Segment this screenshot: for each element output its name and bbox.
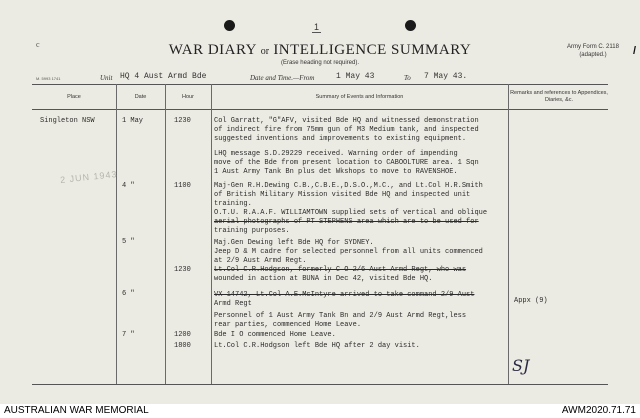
title-war-diary: WAR DIARY (168, 42, 257, 58)
datetime-label: Date and Time.—From (250, 74, 315, 82)
pen-tick-mark: / (632, 45, 636, 57)
title-intelligence-summary: INTELLIGENCE SUMMARY (273, 42, 472, 58)
summary-line: suggested inventions and improvements to existing equipment. (214, 135, 467, 143)
column-header-remarks: Remarks and references to Appendices, Diaries, &c. (510, 90, 608, 103)
summary-line: O.T.U. R.A.A.F. WILLIAMTOWN supplied sets of vertical and oblique (214, 209, 488, 217)
summary-line: rear parties, commenced Home Leave. (214, 321, 362, 329)
column-header-summary: Summary of Events and Information (315, 93, 404, 100)
col-divider-3 (211, 84, 212, 384)
col-divider-1 (116, 84, 117, 384)
punch-hole-right (405, 20, 416, 31)
summary-line: training purposes. (214, 227, 290, 235)
date-cell: 5 " (122, 238, 135, 246)
summary-entry (214, 291, 474, 309)
summary-line: Col Garratt, "G"AFV, visited Bde HQ and witnessed demonstration (214, 117, 479, 125)
hour-cell: 1230 (174, 266, 191, 274)
form-title (0, 42, 640, 59)
to-value: 7 May 43. (424, 72, 468, 81)
archive-footer (0, 404, 640, 418)
summary-line: of indirect fire from 75mm gun of M3 Medium tank, and inspected (214, 126, 479, 134)
appendix-reference: Appx (9) (514, 297, 548, 305)
summary-line-struck: VX 14742, Lt.Col A.E.McIntyre arrived to take command 2/9 Aust (214, 291, 475, 299)
place-cell: Singleton NSW (40, 117, 95, 125)
hour-cell: 1800 (174, 342, 191, 350)
summary-entry (214, 331, 336, 340)
column-header-place: Place (67, 93, 81, 100)
summary-entry (214, 266, 466, 284)
summary-entry (214, 239, 483, 266)
summary-line: Maj-Gen R.H.Dewing C.B.,C.B.E.,D.S.O.,M.C., and Lt.Col H.R.Smith (214, 182, 483, 190)
summary-line: Jeep D & M cadre for selected personnel from all units commenced (214, 248, 483, 256)
officer-initials: SJ (512, 356, 530, 375)
summary-entry (214, 312, 466, 330)
summary-entry (214, 182, 483, 209)
summary-line: Maj.Gen Dewing left Bde HQ for SYDNEY. (214, 239, 374, 247)
col-divider-4 (508, 84, 509, 384)
form-subtitle: (Erase heading not required). (280, 60, 360, 66)
unit-value: HQ 4 Aust Armd Bde (120, 72, 207, 81)
margin-mark: c (36, 40, 40, 49)
table-top-rule (32, 84, 608, 85)
archive-name: AUSTRALIAN WAR MEMORIAL (4, 405, 149, 416)
summary-entry (214, 117, 479, 144)
column-header-hour: Hour (182, 93, 194, 100)
to-label: To (404, 74, 411, 82)
date-cell: 1 May (122, 117, 144, 125)
summary-line: Lt.Col C.R.Hodgson left Bde HQ after 2 day visit. (214, 342, 420, 350)
punch-hole-left (224, 20, 235, 31)
summary-line: Armd Regt (214, 300, 252, 308)
summary-entry (214, 150, 479, 177)
summary-line-struck: Lt.Col C.R.Hodgson, formerly C O 2/6 Aust Armd Regt, who was (214, 266, 467, 274)
date-cell: 4 " (122, 182, 135, 190)
summary-line: Personnel of 1 Aust Army Tank Bn and 2/9 Aust Armd Regt,less (214, 312, 467, 320)
summary-line: Bde I O commenced Home Leave. (214, 331, 336, 339)
summary-entry (214, 342, 420, 351)
col-divider-2 (165, 84, 166, 384)
summary-line: of British Military Mission visited Bde HQ and inspected unit (214, 191, 471, 199)
page-number: 1 (314, 22, 320, 32)
column-header-date: Date (134, 93, 147, 100)
received-date-stamp: 2 JUN 1943 (59, 169, 118, 185)
summary-line: wounded in action at BUNA in Dec 42, visited Bde HQ. (214, 275, 433, 283)
unit-label: Unit (100, 74, 113, 82)
title-or: or (260, 46, 270, 57)
army-form-adapted: (adapted.) (579, 52, 607, 58)
header-bottom-rule (32, 109, 608, 110)
summary-line: move of the Bde from present location to CABOOLTURE area. 1 Sqn (214, 159, 479, 167)
summary-entry (214, 209, 487, 236)
summary-line: at 2/9 Aust Armd Regt. (214, 257, 307, 265)
summary-line: training. (214, 200, 252, 208)
army-form-label (548, 43, 638, 59)
hour-cell: 1100 (174, 182, 191, 190)
from-value: 1 May 43 (336, 72, 375, 81)
date-cell: 6 " (122, 290, 135, 298)
hour-cell: 1230 (174, 117, 191, 125)
summary-line: 1 Aust Army Tank Bn plus det Wkshops to move to RAVENSHOE. (214, 168, 458, 176)
hour-cell: 1200 (174, 331, 191, 339)
army-form-number: Army Form C. 2118 (567, 44, 619, 50)
summary-line-struck: aerial photographs of PT STEPHENS area which are to be used for (214, 218, 479, 226)
form-code: M. 5993 1741 (36, 76, 61, 81)
table-bottom-rule (32, 384, 608, 385)
date-cell: 7 " (122, 331, 135, 339)
summary-line: LHQ message S.D.29229 received. Warning order of impending (214, 150, 458, 158)
archive-reference: AWM2020.71.71 (561, 405, 636, 416)
